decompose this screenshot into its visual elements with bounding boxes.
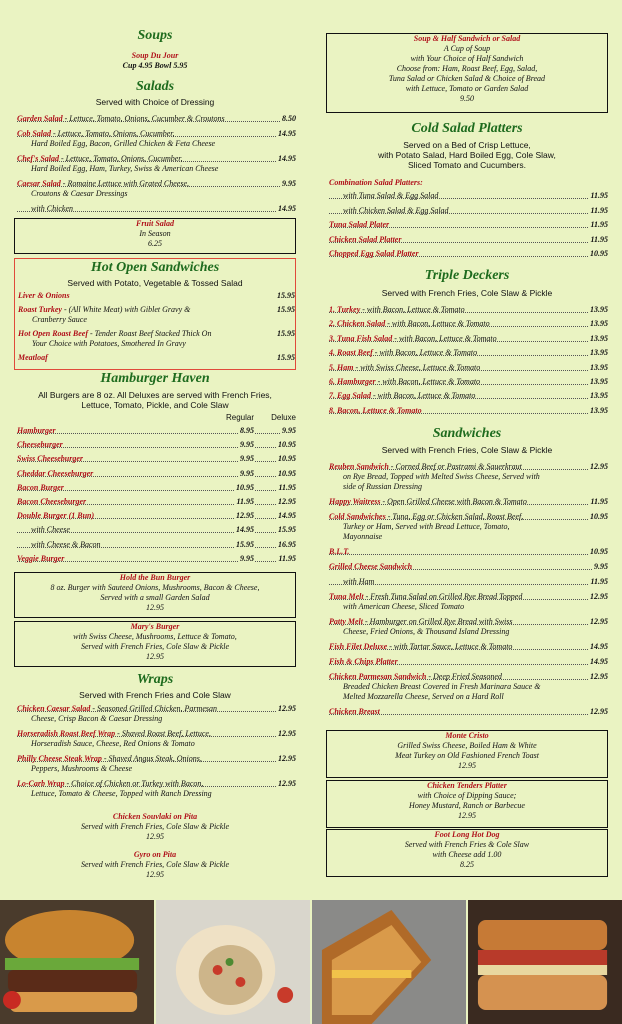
- triple-item: [329, 305, 608, 315]
- hold-bun-title: Hold the Bun Burger: [119, 573, 191, 582]
- cold-salad-item: [329, 220, 608, 230]
- item-name: Meatloaf: [18, 353, 48, 362]
- item-desc: - with Bacon, Lettuce & Tomato: [392, 333, 497, 343]
- item-desc: - Hamburger on Grilled Rye Bread with Swiss: [363, 617, 513, 626]
- item-desc-cont: on Rye Bread, Topped with Melted Swiss Cheese, Served with: [343, 472, 540, 481]
- hold-bun-price: 12.95: [146, 603, 164, 612]
- item-name: with Chicken Salad & Egg Salad: [343, 205, 449, 215]
- item-price: 11.95: [590, 577, 608, 586]
- sandwiches-subtitle: Served with French Fries, Cole Slaw & Pickle: [381, 445, 553, 455]
- burger-item: [17, 454, 296, 464]
- item-desc: - Choice of Chicken or Turkey with Bacon,: [64, 779, 204, 788]
- wrap-photo: [156, 900, 310, 1024]
- deluxe-price: 10.95: [278, 468, 296, 478]
- leader-dots: [17, 433, 296, 434]
- item-name: Chicken Parmesan Sandwich: [329, 672, 427, 681]
- marys-line2: Served with French Fries, Cole Slaw & Pickle: [80, 642, 230, 651]
- item-price: 14.95: [590, 657, 608, 666]
- item-desc: - Deep Fried Seasoned: [426, 672, 502, 681]
- deluxe-price: 11.95: [278, 482, 296, 492]
- item-name: Happy Waitress: [329, 497, 381, 506]
- hot-open-item: [18, 291, 295, 301]
- burger-item: [17, 511, 296, 521]
- item-desc-cont: Croutons & Caesar Dressings: [31, 189, 128, 198]
- cold-salad-item: [329, 235, 608, 245]
- item-desc-cont: Cheese, Crisp Bacon & Caesar Dressing: [31, 714, 163, 723]
- item-name: with Chicken: [31, 204, 73, 213]
- item-desc: - with Swiss Cheese, Lettuce & Tomato: [353, 362, 481, 372]
- regular-price: 12.95: [236, 511, 254, 521]
- item-name: Swiss Cheeseburger: [17, 454, 84, 464]
- deluxe-price: 11.95: [278, 553, 296, 563]
- item-price: 13.95: [590, 362, 608, 372]
- grilled-cheese-photo: [312, 900, 466, 1024]
- item-desc: - Lettuce, Tomato, Onions, Cucumber,: [51, 129, 175, 138]
- item-desc: - Romaine Lettuce with Grated Cheese,: [60, 179, 189, 188]
- item-name: Chicken Salad Platter: [329, 234, 402, 244]
- item-price: 11.95: [590, 205, 608, 215]
- burger-item: [17, 525, 296, 535]
- item-price: 12.95: [278, 704, 296, 713]
- item-desc-cont: Cheese, Fried Onions, & Thousand Island Dressing: [343, 627, 510, 636]
- item-name: B.L.T.: [329, 547, 350, 556]
- item-name: Bacon Burger: [17, 482, 64, 492]
- sandwiches-title: Sandwiches: [432, 426, 502, 441]
- soup-half-line-0: A Cup of Soup: [443, 44, 491, 53]
- item-price: 15.95: [277, 305, 295, 314]
- soup-half-price: 9.50: [460, 94, 474, 103]
- deluxe-price: 16.95: [278, 539, 296, 549]
- soup-half-line-2: Choose from: Ham, Roast Beef, Egg, Salad,: [396, 64, 538, 73]
- wrap-item: [17, 754, 296, 774]
- item-desc-cont: Lettuce, Tomato & Cheese, Topped with Ranch Dressing: [31, 789, 212, 798]
- item-desc: - with Tartar Sauce, Lettuce & Tomato: [387, 642, 513, 651]
- item-name: Cheeseburger: [17, 440, 63, 450]
- item-price: 13.95: [590, 377, 608, 386]
- item-desc: - with Bacon, Lettuce & Tomato: [375, 377, 481, 386]
- deluxe-price: 10.95: [278, 454, 296, 464]
- item-desc-cont: Hard Boiled Egg, Bacon, Grilled Chicken & Feta Cheese: [31, 139, 216, 148]
- burger-item: [17, 554, 296, 564]
- item-desc: - with Bacon, Lettuce & Tomato: [385, 319, 490, 329]
- salad-item: [17, 179, 296, 199]
- item-price: 11.95: [590, 234, 608, 244]
- item-name: Tuna Melt: [329, 592, 364, 601]
- item-desc: - Seasoned Grilled Chicken, Parmesan: [90, 704, 217, 713]
- cold-salad-sub2: with Potato Salad, Hard Boiled Egg, Cole Slaw,: [378, 150, 556, 160]
- tenders-title: Chicken Tenders Platter: [427, 781, 507, 790]
- triple-item: [329, 391, 608, 401]
- hold-bun-box: [14, 572, 296, 618]
- cold-salad-sub1: Served on a Bed of Crisp Lettuce,: [403, 140, 531, 150]
- item-desc: - Lettuce, Tomato, Onions, Cucumber,: [59, 154, 183, 163]
- hot-open-box: [14, 258, 296, 370]
- item-price: 13.95: [590, 319, 608, 329]
- sandwich-item: [329, 577, 608, 587]
- sandwich-item: [329, 512, 608, 542]
- hot-open-item: [18, 353, 295, 363]
- item-name: 6. Hamburger: [329, 377, 376, 386]
- item-desc-cont: Turkey or Ham, Served with Bread Lettuce, Tomato,: [343, 522, 510, 531]
- soups-title: Soups: [137, 28, 173, 43]
- sandwich-item: [329, 672, 608, 702]
- soup-half-title: Soup & Half Sandwich or Salad: [413, 34, 521, 43]
- item-desc-cont: Cranberry Sauce: [32, 315, 87, 324]
- regular-price: 9.95: [240, 454, 254, 464]
- hamburger-subtitle: All Burgers are 8 oz. All Deluxes are served with French Fries, Lettuce, Tomato, Pickle, and Cole Slaw: [38, 390, 272, 410]
- item-name: Chicken Caesar Salad: [17, 704, 91, 713]
- item-desc: - with Bacon, Lettuce & Tomato: [360, 305, 465, 314]
- burger-item: [17, 440, 296, 450]
- tenders-price: 12.95: [458, 811, 476, 820]
- regular-price: 9.95: [240, 553, 254, 563]
- wraps-subtitle: Served with French Fries and Cole Slaw: [79, 690, 231, 700]
- item-price: 14.95: [590, 642, 608, 651]
- item-name: Bacon Cheeseburger: [17, 497, 87, 506]
- hot-open-subtitle: Served with Potato, Vegetable & Tossed Salad: [67, 278, 243, 288]
- item-price: 12.95: [590, 462, 608, 471]
- col-deluxe: Deluxe: [271, 413, 296, 422]
- item-name: Reuben Sandwich: [329, 462, 389, 471]
- item-desc-cont: Breaded Chicken Breast Covered in Fresh Marinara Sauce &: [343, 682, 541, 691]
- item-name: Hot Open Roast Beef: [18, 329, 88, 338]
- soup-du-jour-name: Soup Du Jour: [131, 51, 179, 60]
- burger-item: [17, 540, 296, 550]
- item-name: Philly Cheese Steak Wrap: [17, 754, 102, 763]
- item-name: 5. Ham: [329, 362, 354, 372]
- gyro-item: [14, 850, 296, 880]
- triple-subtitle: Served with French Fries, Cole Slaw & Pickle: [381, 288, 553, 298]
- item-price: 10.95: [590, 512, 608, 521]
- soup-half-line-1: with Your Choice of Half Sandwich: [410, 54, 524, 63]
- item-price: 15.95: [277, 329, 295, 338]
- item-name: Fish & Chips Platter: [329, 657, 398, 666]
- col-regular: Regular: [225, 413, 254, 422]
- item-desc: - (All White Meat) with Giblet Gravy &: [61, 305, 191, 314]
- item-price: 11.95: [590, 497, 608, 506]
- regular-price: 10.95: [236, 482, 254, 492]
- footlong-title: Foot Long Hot Dog: [434, 830, 500, 839]
- wrap-item: [17, 704, 296, 724]
- soup-half-line-4: with Lettuce, Tomato or Garden Salad: [405, 84, 529, 93]
- item-name: Chicken Breast: [329, 707, 380, 716]
- item-desc-cont: side of Russian Dressing: [343, 482, 423, 491]
- cold-salad-title: Cold Salad Platters: [411, 121, 523, 136]
- hot-open-item: [18, 329, 295, 349]
- item-name: 1. Turkey: [329, 305, 361, 314]
- item-desc: - Tender Roast Beef Stacked Thick On: [88, 329, 212, 338]
- sandwich-item: [329, 497, 608, 507]
- hold-bun-line2: Served with a small Garden Salad: [100, 593, 210, 602]
- gyro-price: 12.95: [146, 870, 164, 879]
- burger-photo: [0, 900, 154, 1024]
- triple-item: [329, 348, 608, 358]
- item-name: with Ham: [343, 577, 375, 586]
- deluxe-price: 9.95: [282, 426, 296, 435]
- sandwich-item: [329, 657, 608, 667]
- cold-salad-item: [329, 206, 608, 216]
- item-name: Roast Turkey: [18, 305, 62, 314]
- item-price: 13.95: [590, 391, 608, 401]
- item-price: 12.95: [590, 672, 608, 681]
- hot-open-item: [18, 305, 295, 325]
- wrap-item: [17, 779, 296, 799]
- item-desc: - Shaved Roast Beef, Lettuce,: [115, 729, 211, 738]
- item-price: 14.95: [278, 154, 296, 163]
- sandwich-item: [329, 642, 608, 652]
- deluxe-price: 10.95: [278, 440, 296, 450]
- item-name: 8. Bacon, Lettuce & Tomato: [329, 405, 422, 415]
- item-price: 15.95: [277, 353, 295, 362]
- regular-price: 9.95: [240, 440, 254, 450]
- burger-item: [17, 497, 296, 507]
- footlong-line2: with Cheese add 1.00: [432, 850, 502, 859]
- item-name: Garden Salad: [17, 114, 63, 123]
- marys-price: 12.95: [146, 652, 164, 661]
- item-desc-cont: Hard Boiled Egg, Ham, Turkey, Swiss & American Cheese: [31, 164, 219, 173]
- deluxe-price: 12.95: [278, 497, 296, 506]
- gyro-title: Gyro on Pita: [133, 850, 177, 859]
- item-price: 13.95: [590, 305, 608, 314]
- salads-subtitle: Served with Choice of Dressing: [95, 97, 215, 107]
- leader-dots: [18, 360, 295, 361]
- item-desc: - Shaved Angus Steak, Onions,: [101, 754, 202, 763]
- item-price: 12.95: [590, 707, 608, 716]
- item-price: 14.95: [278, 204, 296, 213]
- deluxe-price: 14.95: [278, 511, 296, 521]
- item-desc-cont: Your Choice with Potatoes, Smothered In Gravy: [32, 339, 186, 348]
- item-desc-cont: Melted Mozzarella Cheese, Served on a Hard Roll: [343, 692, 504, 701]
- food-photos: [0, 900, 622, 1024]
- salad-item: [17, 129, 296, 149]
- gyro-line1: Served with French Fries, Cole Slaw & Pickle: [80, 860, 230, 869]
- item-desc-cont: Peppers, Mushrooms & Cheese: [31, 764, 133, 773]
- triple-item: [329, 406, 608, 416]
- item-name: with Tuna Salad & Egg Salad: [343, 191, 439, 200]
- item-name: Chopped Egg Salad Platter: [329, 249, 419, 258]
- leader-dots: [329, 554, 608, 555]
- regular-price: 15.95: [236, 539, 254, 549]
- marys-title: Mary's Burger: [130, 622, 180, 631]
- item-price: 12.95: [278, 754, 296, 763]
- item-name: Cold Sandwiches: [329, 512, 386, 521]
- item-name: Tuna Salad Plater: [329, 220, 390, 229]
- sandwich-item: [329, 617, 608, 637]
- fruit-salad-line1: In Season: [139, 229, 171, 238]
- marys-line1: with Swiss Cheese, Mushrooms, Lettuce & Tomato,: [73, 632, 237, 641]
- monte-price: 12.95: [458, 761, 476, 770]
- item-name: Cob Salad: [17, 129, 52, 138]
- item-price: 12.95: [278, 779, 296, 788]
- souvlaki-line1: Served with French Fries, Cole Slaw & Pickle: [80, 822, 230, 831]
- item-name: Liver & Onions: [18, 291, 70, 300]
- deluxe-price: 15.95: [278, 525, 296, 535]
- footlong-price: 8.25: [460, 860, 474, 869]
- sandwich-item: [329, 547, 608, 557]
- triple-item: [329, 334, 608, 344]
- sandwich-item: [329, 707, 608, 717]
- item-price: 9.95: [282, 179, 296, 188]
- fruit-salad-box: [14, 218, 296, 254]
- item-name: Fish Filet Deluxe: [329, 642, 388, 651]
- tenders-line1: with Choice of Dipping Sauce;: [417, 791, 517, 800]
- sandwich-item: [329, 592, 608, 612]
- salads-title: Salads: [135, 79, 175, 94]
- item-desc: - Lettuce, Tomato, Onions, Cucumber & Croutons: [62, 114, 225, 123]
- item-name: Cheddar Cheeseburger: [17, 468, 94, 478]
- triple-title: Triple Deckers: [424, 268, 510, 283]
- item-desc-cont: with American Cheese, Sliced Tomato: [343, 602, 465, 611]
- sandwich-item: [329, 562, 608, 572]
- salad-with-chicken: [17, 204, 296, 214]
- item-desc: - with Bacon, Lettuce & Tomato: [371, 391, 476, 401]
- triple-item: [329, 363, 608, 373]
- soup-half-line-3: Tuna Salad or Chicken Salad & Choice of Bread: [388, 74, 546, 83]
- item-name: Double Burger (1 Bun): [17, 511, 95, 521]
- item-price: 13.95: [590, 348, 608, 358]
- item-name: Lo-Carb Wrap: [17, 779, 65, 788]
- item-price: 12.95: [590, 617, 608, 626]
- item-name: 7. Egg Salad: [329, 391, 372, 401]
- soup-half-box: [326, 33, 608, 113]
- item-desc-cont: Mayonnaise: [343, 532, 383, 541]
- item-name: Grilled Cheese Sandwich: [329, 562, 413, 571]
- item-price: 12.95: [278, 729, 296, 738]
- monte-title: Monte Cristo: [445, 731, 489, 740]
- item-price: 11.95: [590, 220, 608, 229]
- regular-price: 11.95: [236, 497, 254, 506]
- monte-cristo-box: [326, 730, 608, 778]
- regular-price: 9.95: [240, 468, 254, 478]
- item-desc: - Fresh Tuna Salad on Grilled Rye Bread Topped: [363, 592, 523, 601]
- sandwich-item: [329, 462, 608, 492]
- item-name: 3. Tuna Fish Salad: [329, 333, 393, 343]
- item-price: 11.95: [590, 191, 608, 200]
- item-desc: - with Bacon, Lettuce & Tomato: [372, 348, 478, 358]
- sandwich-photo: [468, 900, 622, 1024]
- item-price: 14.95: [278, 129, 296, 138]
- item-price: 10.95: [590, 249, 608, 258]
- soup-prices: Cup 4.95 Bowl 5.95: [122, 61, 188, 70]
- wraps-title: Wraps: [136, 672, 174, 687]
- item-price: 13.95: [590, 405, 608, 415]
- item-name: Patty Melt: [329, 617, 363, 626]
- item-price: 12.95: [590, 592, 608, 601]
- footlong-line1: Served with French Fries & Cole Slaw: [404, 840, 530, 849]
- item-desc: - Corned Beef or Pastrami & Sauerkraut: [388, 462, 522, 471]
- item-desc: - Tuna, Egg or Chicken Salad, Roast Beef,: [385, 512, 524, 521]
- cold-salad-item: [329, 249, 608, 259]
- hamburger-title: Hamburger Haven: [100, 371, 210, 386]
- triple-item: [329, 319, 608, 329]
- item-price: 13.95: [590, 333, 608, 343]
- soup-du-jour: [14, 51, 296, 71]
- footlong-box: [326, 829, 608, 877]
- burger-item: [17, 483, 296, 493]
- wrap-item: [17, 729, 296, 749]
- salad-item: [17, 114, 296, 124]
- item-price: 15.95: [277, 291, 295, 300]
- item-name: Hamburger: [17, 426, 56, 435]
- regular-price: 14.95: [236, 525, 254, 535]
- monte-line2: Meat Turkey on Old Fashioned French Toast: [395, 751, 539, 760]
- item-name: Caesar Salad: [17, 179, 61, 188]
- item-name: 2. Chicken Salad: [329, 319, 386, 329]
- souvlaki-price: 12.95: [146, 832, 164, 841]
- hot-open-title: Hot Open Sandwiches: [90, 260, 220, 275]
- souvlaki-title: Chicken Souvlaki on Pita: [112, 812, 198, 821]
- monte-line1: Grilled Swiss Cheese, Boiled Ham & White: [397, 741, 537, 750]
- item-desc-cont: Horseradish Sauce, Cheese, Red Onions & Tomato: [31, 739, 195, 748]
- regular-price: 8.95: [240, 426, 254, 435]
- item-name: with Cheese: [31, 525, 70, 535]
- triple-item: [329, 377, 608, 387]
- item-name: 4. Roast Beef: [329, 348, 373, 358]
- tenders-line2: Honey Mustard, Ranch or Barbecue: [409, 801, 525, 810]
- cold-salad-sub3: Sliced Tomato and Cucumbers.: [408, 160, 526, 170]
- burger-item: [17, 469, 296, 479]
- burger-item: [17, 426, 296, 436]
- item-price: 10.95: [590, 547, 608, 556]
- combo-title: Combination Salad Platters:: [329, 178, 423, 187]
- hold-bun-line1: 8 oz. Burger with Sauteed Onions, Mushrooms, Bacon & Cheese,: [50, 583, 260, 592]
- item-desc: - Open Grilled Cheese with Bacon & Tomato: [380, 497, 527, 506]
- item-price: 8.50: [282, 114, 296, 123]
- item-name: Veggie Burger: [17, 553, 65, 563]
- salad-item: [17, 154, 296, 174]
- item-name: Horseradish Roast Beef Wrap: [17, 729, 116, 738]
- fruit-salad-price: 6.25: [148, 239, 162, 248]
- tenders-box: [326, 780, 608, 828]
- item-price: 9.95: [594, 562, 608, 571]
- cold-salad-item: [329, 191, 608, 201]
- fruit-salad-title: Fruit Salad: [135, 219, 174, 228]
- souvlaki-item: [14, 812, 296, 842]
- item-name: with Cheese & Bacon: [31, 539, 101, 549]
- item-name: Chef's Salad: [17, 154, 60, 163]
- marys-burger-box: [14, 621, 296, 667]
